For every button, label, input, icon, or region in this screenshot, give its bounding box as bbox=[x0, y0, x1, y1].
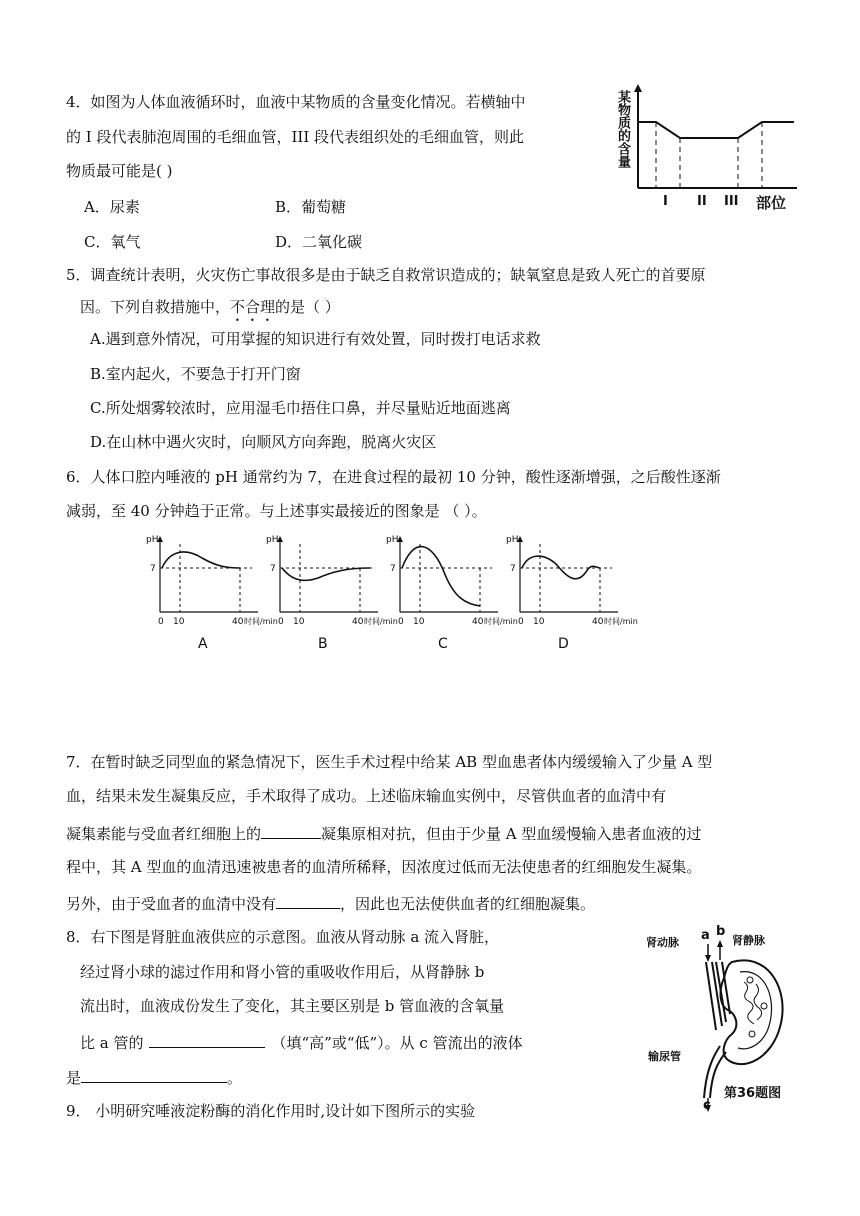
x-tick-40: 40 bbox=[592, 617, 604, 627]
q6-option-letter: D bbox=[558, 636, 569, 652]
x-tick-40: 40 bbox=[352, 617, 364, 627]
q4-option-d: D．二氧化碳 bbox=[275, 233, 363, 251]
y-tick-7: 7 bbox=[270, 564, 276, 574]
q4-figure bbox=[612, 84, 802, 224]
q4-tick-3: III bbox=[724, 194, 739, 209]
q6-graph-c bbox=[380, 532, 518, 632]
q8-line1: 8．右下图是肾脏血液供应的示意图。血液从肾动脉 a 流入肾脏， bbox=[66, 928, 500, 946]
x-tick-10: 10 bbox=[173, 617, 185, 627]
x-label: 时间/min bbox=[244, 617, 278, 626]
q8-line5-pre: 是 bbox=[66, 1069, 82, 1087]
q4-xlabel: 部位 bbox=[756, 194, 787, 212]
q8-line5 bbox=[66, 1066, 242, 1088]
q6-graphs bbox=[140, 532, 660, 662]
q6-graph-d bbox=[500, 532, 638, 632]
q7-line1: 7．在暂时缺乏同型血的紧急情况下，医生手术过程中给某 AB 型血患者体内缓缓输入了少量 A 型 bbox=[66, 753, 713, 771]
q6-line1: 6．人体口腔内唾液的 pH 通常约为 7，在进食过程的最初 10 分钟，酸性逐渐增强，之后酸性逐渐 bbox=[66, 468, 721, 486]
q7-line3-pre: 凝集素能与受血者红细胞上的 bbox=[66, 825, 262, 843]
x-tick-0: 0 bbox=[158, 617, 164, 627]
q4-tick-2: II bbox=[697, 194, 707, 209]
q8-blank-1[interactable] bbox=[149, 1031, 265, 1048]
ph-curve bbox=[402, 547, 480, 606]
q6-option-letter: A bbox=[198, 636, 208, 652]
q7-line3-post: 凝集原相对抗，但由于少量 A 型血缓慢输入患者血液的过 bbox=[321, 825, 702, 843]
y-tick-7: 7 bbox=[390, 564, 396, 574]
q5-line2 bbox=[80, 297, 340, 325]
q6-graph-b bbox=[260, 532, 398, 632]
x-tick-0: 0 bbox=[518, 617, 524, 627]
q8-kidney-figure bbox=[640, 922, 800, 1112]
q5-line1: 5．调查统计表明，火灾伤亡事故很多是由于缺乏自救常识造成的；缺氧窒息是致人死亡的首要原 bbox=[66, 266, 706, 284]
q4-option-b: B．葡萄糖 bbox=[275, 198, 347, 216]
q4-line3: 物质最可能是( ) bbox=[66, 162, 173, 180]
q8-line3: 流出时，血液成份发生了变化，其主要区别是 b 管血液的含氧量 bbox=[80, 997, 505, 1015]
q8-figure-caption: 第36题图 bbox=[724, 1086, 782, 1101]
q5-emphasis: 不合理 bbox=[230, 298, 276, 316]
q8-label-a: a bbox=[701, 928, 710, 943]
q5-option-c: C.所处烟雾较浓时，应用湿毛巾捂住口鼻，并尽量贴近地面逃离 bbox=[90, 399, 511, 417]
q8-blank-2[interactable] bbox=[81, 1066, 227, 1083]
y-label: pH bbox=[146, 535, 159, 545]
q6-graph-a bbox=[140, 532, 278, 632]
x-tick-10: 10 bbox=[413, 617, 425, 627]
q8-label-c: c bbox=[703, 1098, 711, 1113]
q5-line2-post: 的是（ ） bbox=[275, 298, 340, 316]
x-tick-0: 0 bbox=[398, 617, 404, 627]
q4-option-a: A．尿素 bbox=[84, 198, 140, 216]
q7-line5-pre: 另外，由于受血者的血清中没有 bbox=[66, 895, 277, 913]
q4-figure-ylabel: 某物质的含量 bbox=[615, 90, 630, 168]
q8-label-ureter: 输尿管 bbox=[648, 1050, 681, 1063]
q7-blank-2[interactable] bbox=[276, 892, 340, 909]
q4-tick-1: I bbox=[663, 194, 668, 209]
q4-option-c: C．氧气 bbox=[84, 233, 141, 251]
q5-option-d: D.在山林中遇火灾时，向顺风方向奔跑，脱离火灾区 bbox=[90, 433, 437, 451]
x-label: 时间/min bbox=[484, 617, 518, 626]
x-tick-10: 10 bbox=[533, 617, 545, 627]
q4-line2: 的 I 段代表肺泡周围的毛细血管，III 段代表组织处的毛细血管，则此 bbox=[66, 128, 525, 146]
q8-line5-post: 。 bbox=[227, 1069, 243, 1087]
ph-curve bbox=[282, 568, 370, 580]
q6-option-letter: C bbox=[438, 636, 448, 652]
q8-line4-post: （填“高”或“低”）。从 c 管流出的液体 bbox=[271, 1034, 523, 1052]
q8-label-vein: 肾静脉 bbox=[732, 934, 765, 947]
q7-line4: 程中，其 A 型血的血清迅速被患者的血清所稀释，因浓度过低而无法使患者的红细胞发生凝集。 bbox=[66, 858, 702, 876]
q7-blank-1[interactable] bbox=[261, 822, 321, 839]
x-tick-10: 10 bbox=[293, 617, 305, 627]
q8-line4-pre: 比 a 管的 bbox=[80, 1034, 144, 1052]
q6-option-letter: B bbox=[318, 636, 328, 652]
q8-line4 bbox=[80, 1031, 523, 1053]
q4-line1: 4．如图为人体血液循环时，血液中某物质的含量变化情况。若横轴中 bbox=[66, 93, 526, 111]
x-tick-40: 40 bbox=[232, 617, 244, 627]
y-label: pH bbox=[266, 535, 279, 545]
y-label: pH bbox=[386, 535, 399, 545]
q5-option-a: A.遇到意外情况，可用掌握的知识进行有效处置，同时拨打电话求救 bbox=[90, 330, 541, 348]
x-label: 时间/min bbox=[604, 617, 638, 626]
x-tick-40: 40 bbox=[472, 617, 484, 627]
q5-line2-pre: 因。下列自救措施中， bbox=[80, 298, 231, 316]
x-tick-0: 0 bbox=[278, 617, 284, 627]
ph-curve bbox=[522, 556, 600, 579]
q5-option-b: B.室内起火，不要急于打开门窗 bbox=[90, 365, 301, 383]
q7-line3 bbox=[66, 822, 701, 844]
q7-line2: 血，结果未发生凝集反应，手术取得了成功。上述临床输血实例中，尽管供血者的血清中有 bbox=[66, 787, 667, 805]
ph-curve bbox=[162, 552, 240, 568]
x-label: 时间/min bbox=[364, 617, 398, 626]
y-label: pH bbox=[506, 535, 519, 545]
q7-line5-post: ，因此也无法使供血者的红细胞凝集。 bbox=[340, 895, 596, 913]
q9-line1: 9． 小明研究唾液淀粉酶的消化作用时,设计如下图所示的实验 bbox=[66, 1102, 476, 1120]
y-tick-7: 7 bbox=[510, 564, 516, 574]
q8-line2: 经过肾小球的滤过作用和肾小管的重吸收作用后，从肾静脉 b bbox=[80, 963, 485, 981]
q8-label-b: b bbox=[716, 924, 726, 939]
q7-line5 bbox=[66, 892, 595, 914]
y-tick-7: 7 bbox=[150, 564, 156, 574]
q8-label-artery: 肾动脉 bbox=[646, 936, 679, 949]
q6-line2: 减弱，至 40 分钟趋于正常。与上述事实最接近的图象是 （ ）。 bbox=[66, 502, 487, 520]
